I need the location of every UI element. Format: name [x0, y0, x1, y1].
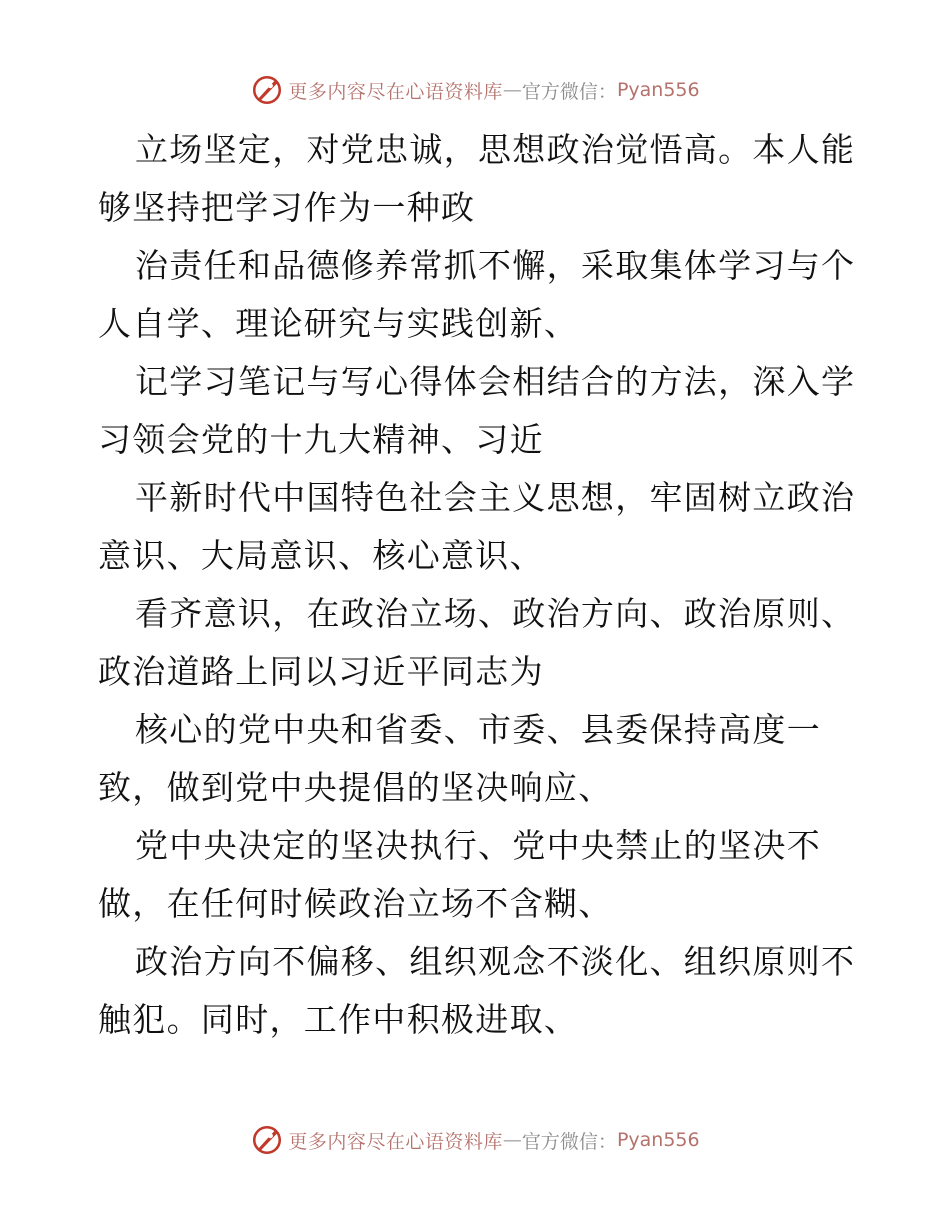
- body-line: 习领会党的十九大精神、习近: [98, 420, 544, 459]
- watermark-dash: —: [502, 79, 522, 101]
- quill-logo-icon: [250, 73, 284, 107]
- watermark-account-id: Pyan556: [616, 79, 700, 101]
- body-line: 政治道路上同以习近平同志为: [98, 652, 544, 691]
- watermark-official-label: 官方微信：: [521, 80, 617, 103]
- watermark-dash: —: [502, 1129, 522, 1151]
- watermark-main-text: 更多内容尽在心语资料库: [288, 80, 503, 103]
- footer-watermark: [0, 1120, 950, 1160]
- header-watermark: [0, 70, 950, 110]
- body-line: 党中央决定的坚决执行、党中央禁止的坚决不: [135, 826, 821, 865]
- body-line: 致，做到党中央提倡的坚决响应、: [98, 768, 613, 807]
- body-line: 核心的党中央和省委、市委、县委保持高度一: [135, 710, 821, 749]
- body-line: 人自学、理论研究与实践创新、: [98, 304, 579, 343]
- body-line: 治责任和品德修养常抓不懈，采取集体学习与个: [135, 246, 856, 285]
- body-line: 做，在任何时候政治立场不含糊、: [98, 884, 613, 923]
- body-line: 平新时代中国特色社会主义思想，牢固树立政治: [135, 478, 856, 517]
- document-body: [98, 121, 858, 1049]
- body-line: 意识、大局意识、核心意识、: [98, 536, 544, 575]
- body-line: 记学习笔记与写心得体会相结合的方法，深入学: [135, 362, 856, 401]
- body-line: 立场坚定，对党忠诚，思想政治觉悟高。本人能: [135, 130, 856, 169]
- watermark-main-text: 更多内容尽在心语资料库: [288, 1130, 503, 1153]
- body-line: 够坚持把学习作为一种政: [98, 188, 476, 227]
- body-line: 看齐意识，在政治立场、政治方向、政治原则、: [135, 594, 856, 633]
- watermark-account-id: Pyan556: [616, 1129, 700, 1151]
- watermark-official-label: 官方微信：: [521, 1130, 617, 1153]
- body-line: 政治方向不偏移、组织观念不淡化、组织原则不: [135, 942, 856, 981]
- body-line: 触犯。同时，工作中积极进取、: [98, 1000, 579, 1039]
- quill-logo-icon: [250, 1123, 284, 1157]
